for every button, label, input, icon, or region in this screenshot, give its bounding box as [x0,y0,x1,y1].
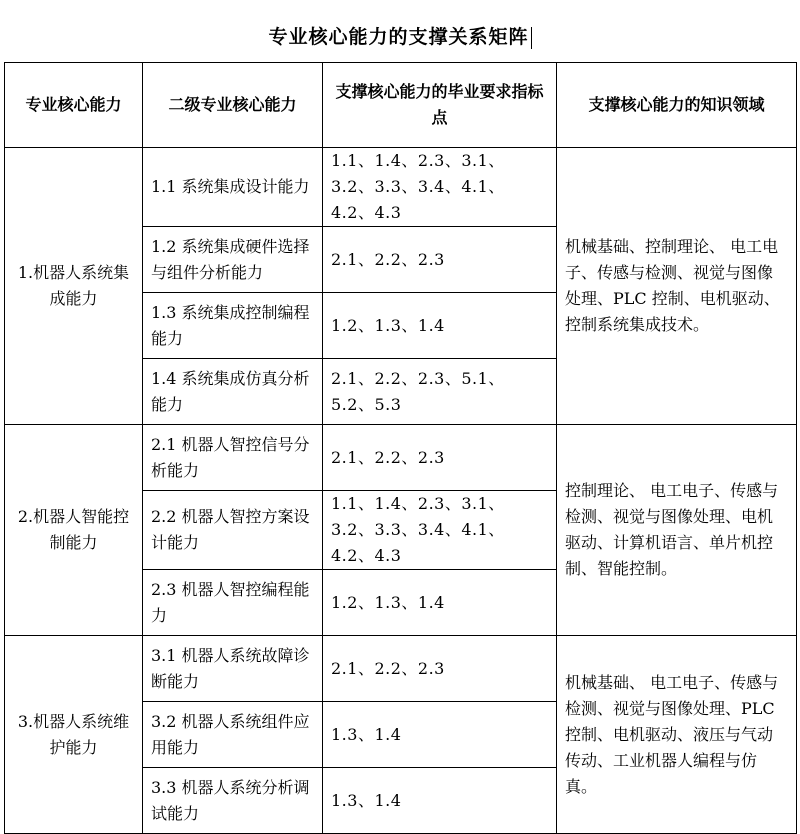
header-sub-capability: 二级专业核心能力 [143,63,323,148]
sub-capability-cell: 1.1 系统集成设计能力 [143,148,323,227]
table-row [5,148,797,227]
graduation-points-cell: 2.1、2.2、2.3 [323,636,557,702]
core-capability-cell: 3.机器人系统维护能力 [5,636,143,834]
header-core-capability: 专业核心能力 [5,63,143,148]
graduation-points-cell: 1.3、1.4 [323,702,557,768]
graduation-points-cell: 2.1、2.2、2.3 [323,425,557,491]
graduation-points-cell: 1.1、1.4、2.3、3.1、3.2、3.3、3.4、4.1、4.2、4.3 [323,148,557,227]
core-capability-cell: 2.机器人智能控制能力 [5,425,143,636]
core-capability-cell: 1.机器人系统集成能力 [5,148,143,425]
header-graduation-points: 支撑核心能力的毕业要求指标点 [323,63,557,148]
sub-capability-cell: 3.1 机器人系统故障诊断能力 [143,636,323,702]
sub-capability-cell: 3.3 机器人系统分析调试能力 [143,768,323,834]
sub-capability-cell: 2.1 机器人智控信号分析能力 [143,425,323,491]
sub-capability-cell: 3.2 机器人系统组件应用能力 [143,702,323,768]
sub-capability-cell: 1.3 系统集成控制编程能力 [143,293,323,359]
table-row [5,425,797,491]
graduation-points-cell: 1.2、1.3、1.4 [323,570,557,636]
graduation-points-cell: 1.2、1.3、1.4 [323,293,557,359]
support-matrix-table [4,62,797,834]
sub-capability-cell: 1.2 系统集成硬件选择与组件分析能力 [143,227,323,293]
knowledge-areas-cell: 机械基础、 电工电子、传感与检测、视觉与图像处理、PLC 控制、电机驱动、液压与气动传动、工业机器人编程与仿真。 [557,636,797,834]
table-row [5,636,797,702]
graduation-points-cell: 1.3、1.4 [323,768,557,834]
sub-capability-cell: 1.4 系统集成仿真分析能力 [143,359,323,425]
text-cursor [531,27,532,49]
header-knowledge-areas: 支撑核心能力的知识领域 [557,63,797,148]
sub-capability-cell: 2.2 机器人智控方案设计能力 [143,491,323,570]
graduation-points-cell: 1.1、1.4、2.3、3.1、3.2、3.3、3.4、4.1、4.2、4.3 [323,491,557,570]
page-title [0,22,800,49]
header-row [5,63,797,148]
graduation-points-cell: 2.1、2.2、2.3 [323,227,557,293]
sub-capability-cell: 2.3 机器人智控编程能力 [143,570,323,636]
title-text: 专业核心能力的支撑关系矩阵 [268,26,529,48]
knowledge-areas-cell: 机械基础、控制理论、 电工电子、传感与检测、视觉与图像处理、PLC 控制、电机驱动、控制系统集成技术。 [557,148,797,425]
graduation-points-cell: 2.1、2.2、2.3、5.1、5.2、5.3 [323,359,557,425]
knowledge-areas-cell: 控制理论、 电工电子、传感与检测、视觉与图像处理、电机驱动、计算机语言、单片机控制、智能控制。 [557,425,797,636]
